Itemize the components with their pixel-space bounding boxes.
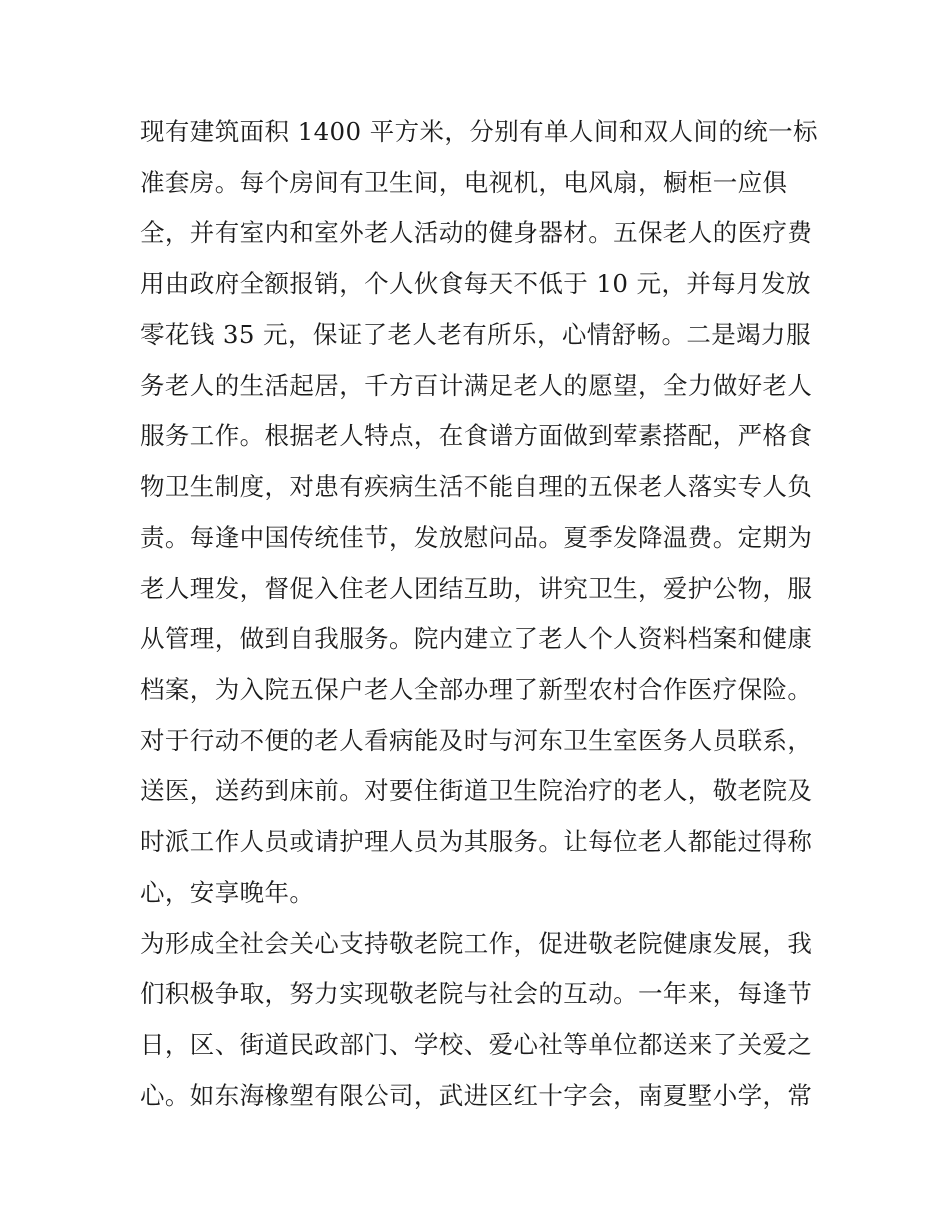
text-line: 对于行动不便的老人看病能及时与河东卫生室医务人员联系， — [140, 726, 813, 755]
text-line: 老人理发，督促入住老人团结互助，讲究卫生，爱护公物，服 — [140, 574, 813, 603]
text-line: 责。每逢中国传统佳节，发放慰问品。夏季发降温费。定期为 — [140, 523, 813, 552]
text-line: 送医，送药到床前。对要住街道卫生院治疗的老人，敬老院及 — [140, 776, 813, 805]
text-line: 档案，为入院五保户老人全部办理了新型农村合作医疗保险。 — [140, 675, 813, 704]
text-line: 为形成全社会关心支持敬老院工作，促进敬老院健康发展，我 — [140, 929, 813, 958]
text-line: 准套房。每个房间有卫生间，电视机，电风扇，橱柜一应俱 — [140, 168, 788, 197]
text-line: 心，安享晚年。 — [140, 878, 315, 907]
text-line: 用由政府全额报销，个人伙食每天不低于 10 元，并每月发放 — [140, 269, 811, 298]
text-line: 服务工作。根据老人特点，在食谱方面做到荤素搭配，严格食 — [140, 421, 813, 450]
text-line: 务老人的生活起居，千方百计满足老人的愿望，全力做好老人 — [140, 371, 813, 400]
text-line: 现有建筑面积 1400 平方米，分别有单人间和双人间的统一标 — [140, 117, 818, 146]
text-line: 从管理，做到自我服务。院内建立了老人个人资料档案和健康 — [140, 624, 813, 653]
text-line: 零花钱 35 元，保证了老人老有所乐，心情舒畅。二是竭力服 — [140, 320, 811, 349]
text-line: 全，并有室内和室外老人活动的健身器材。五保老人的医疗费 — [140, 218, 813, 247]
text-line: 物卫生制度，对患有疾病生活不能自理的五保老人落实专人负 — [140, 472, 813, 501]
text-line: 日，区、街道民政部门、学校、爱心社等单位都送来了关爱之 — [140, 1030, 813, 1059]
text-line: 时派工作人员或请护理人员为其服务。让每位老人都能过得称 — [140, 827, 813, 856]
text-line: 们积极争取，努力实现敬老院与社会的互动。一年来，每逢节 — [140, 979, 813, 1008]
text-line: 心。如东海橡塑有限公司，武进区红十字会，南夏墅小学，常 — [140, 1081, 813, 1110]
